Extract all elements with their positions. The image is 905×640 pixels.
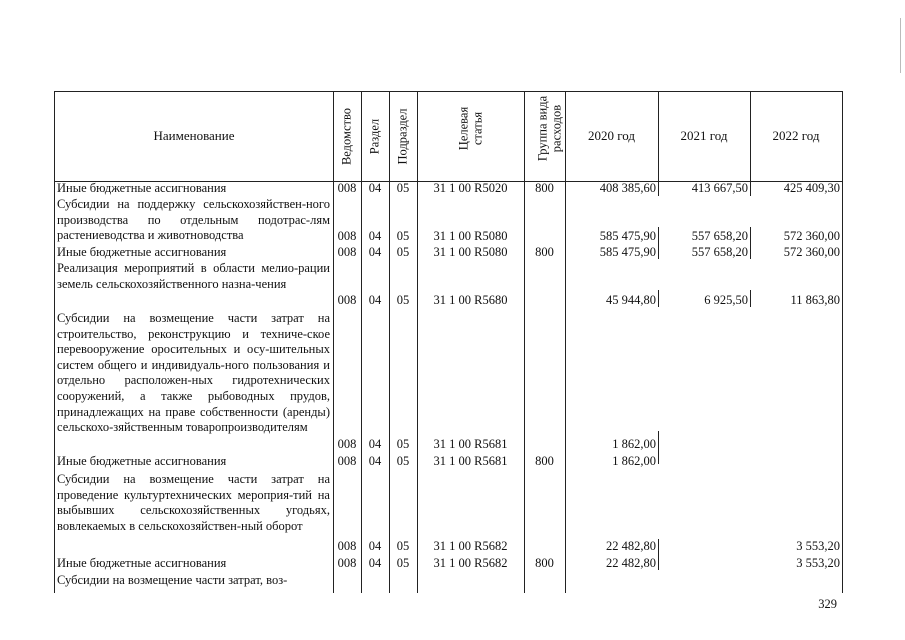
row-2020: 585 475,90 [599, 245, 656, 259]
row-vr: 800 [535, 181, 554, 195]
row-razdel: 04 [368, 454, 382, 468]
row-2020: 45 944,80 [606, 293, 656, 307]
row-2020: 22 482,80 [606, 556, 656, 570]
table-row [55, 181, 842, 197]
header-podrazdel: Подраздел [395, 108, 410, 165]
row-2021: 557 658,20 [691, 245, 748, 259]
row-name: Иные бюджетные ассигнования [57, 454, 227, 468]
col-divider [333, 92, 334, 593]
row-2020: 1 862,00 [612, 454, 656, 468]
row-name: Субсидии на возмещение части затрат, воз- [57, 573, 288, 587]
table-row [55, 437, 842, 453]
row-2020: 408 385,60 [599, 181, 656, 195]
col-divider [565, 92, 566, 593]
row-razdel: 04 [368, 556, 382, 570]
row-podrazdel: 05 [396, 454, 410, 468]
page-number: 329 [818, 597, 837, 611]
row-cs: 31 1 00 R5682 [433, 539, 508, 553]
header-2022: 2022 год [772, 128, 820, 143]
row-2022: 3 553,20 [796, 556, 840, 570]
row-2020: 22 482,80 [606, 539, 656, 553]
table-row [55, 539, 842, 555]
row-ved: 008 [337, 181, 357, 195]
row-razdel: 04 [368, 539, 382, 553]
header-2020: 2020 год [588, 128, 635, 143]
row-cs: 31 1 00 R5682 [433, 556, 508, 570]
header-gruppa-2: расходов [549, 104, 564, 153]
row-vr: 800 [535, 556, 554, 570]
header-gruppa-1: Группа вида [535, 95, 550, 162]
row-podrazdel: 05 [396, 556, 410, 570]
row-cs: 31 1 00 R5681 [433, 454, 508, 468]
table-row [55, 454, 842, 470]
row-razdel: 04 [368, 181, 382, 195]
row-razdel: 04 [368, 437, 382, 451]
header-celevaya-2: статья [470, 111, 485, 146]
row-podrazdel: 05 [396, 245, 410, 259]
col-divider [361, 92, 362, 593]
row-2022: 425 409,30 [783, 181, 840, 195]
row-ved: 008 [337, 539, 357, 553]
row-2022: 3 553,20 [796, 539, 840, 553]
row-2020: 585 475,90 [599, 229, 656, 243]
row-ved: 008 [337, 293, 357, 307]
row-razdel: 04 [368, 293, 382, 307]
row-name: Иные бюджетные ассигнования [57, 245, 227, 259]
budget-table [54, 91, 843, 593]
row-razdel: 04 [368, 245, 382, 259]
row-name: Субсидии на поддержку сельскохозяйствен-ного производства по отдельным подотрас-лям растениеводства и животноводства [57, 197, 330, 243]
row-cs: 31 1 00 R5080 [433, 245, 508, 259]
row-cs: 31 1 00 R5680 [433, 293, 508, 307]
row-cs: 31 1 00 R5080 [433, 229, 508, 243]
row-ved: 008 [337, 437, 357, 451]
row-2022: 11 863,80 [790, 293, 840, 307]
row-razdel: 04 [368, 229, 382, 243]
table-row [55, 293, 842, 309]
row-2022: 572 360,00 [783, 245, 840, 259]
row-ved: 008 [337, 556, 357, 570]
col-divider [417, 92, 418, 593]
row-podrazdel: 05 [396, 437, 410, 451]
row-podrazdel: 05 [396, 181, 410, 195]
row-vr: 800 [535, 454, 554, 468]
row-2021: 557 658,20 [691, 229, 748, 243]
scan-edge [900, 18, 901, 73]
row-2022: 572 360,00 [783, 229, 840, 243]
col-divider [524, 92, 525, 593]
header-celevaya-1: Целевая [456, 106, 471, 151]
table-row [55, 245, 842, 261]
row-name: Иные бюджетные ассигнования [57, 556, 227, 570]
row-podrazdel: 05 [396, 539, 410, 553]
row-ved: 008 [337, 454, 357, 468]
row-cs: 31 1 00 R5020 [433, 181, 508, 195]
row-podrazdel: 05 [396, 293, 410, 307]
table-row [55, 229, 842, 245]
header-2021: 2021 год [680, 128, 728, 143]
row-2021: 6 925,50 [704, 293, 748, 307]
row-name: Иные бюджетные ассигнования [57, 181, 227, 195]
row-podrazdel: 05 [396, 229, 410, 243]
row-cs: 31 1 00 R5681 [433, 437, 508, 451]
row-2021: 413 667,50 [691, 181, 748, 195]
header-razdel: Раздел [367, 118, 382, 155]
col-divider [389, 92, 390, 593]
row-2020: 1 862,00 [612, 437, 656, 451]
row-ved: 008 [337, 229, 357, 243]
header-name: Наименование [153, 128, 235, 143]
row-name: Субсидии на возмещение части затрат на проведение культуртехнических мероприя-тий на выбывших сельскохозяйственных угодьях, вовлекаемых в сельскохозяйствен-ный оборот [57, 472, 330, 533]
row-name: Субсидии на возмещение части затрат на строительство, реконструкцию и техниче-ское перевооружение оросительных и осу-шительных систем общего и индивидуаль-ного пользования и отдельно расположен-ных гидротехнических сооружений, а также рыбоводных прудов, принадлежащих на праве собственности (аренды) сельскохо-зяйственным товаропроизводителям [57, 311, 330, 435]
row-ved: 008 [337, 245, 357, 259]
table-row [55, 556, 842, 572]
row-name: Реализация мероприятий в области мелио-рации земель сельскохозяйственного назна-чения [57, 261, 330, 291]
row-vr: 800 [535, 245, 554, 259]
header-vedomstvo: Ведомство [339, 107, 354, 166]
